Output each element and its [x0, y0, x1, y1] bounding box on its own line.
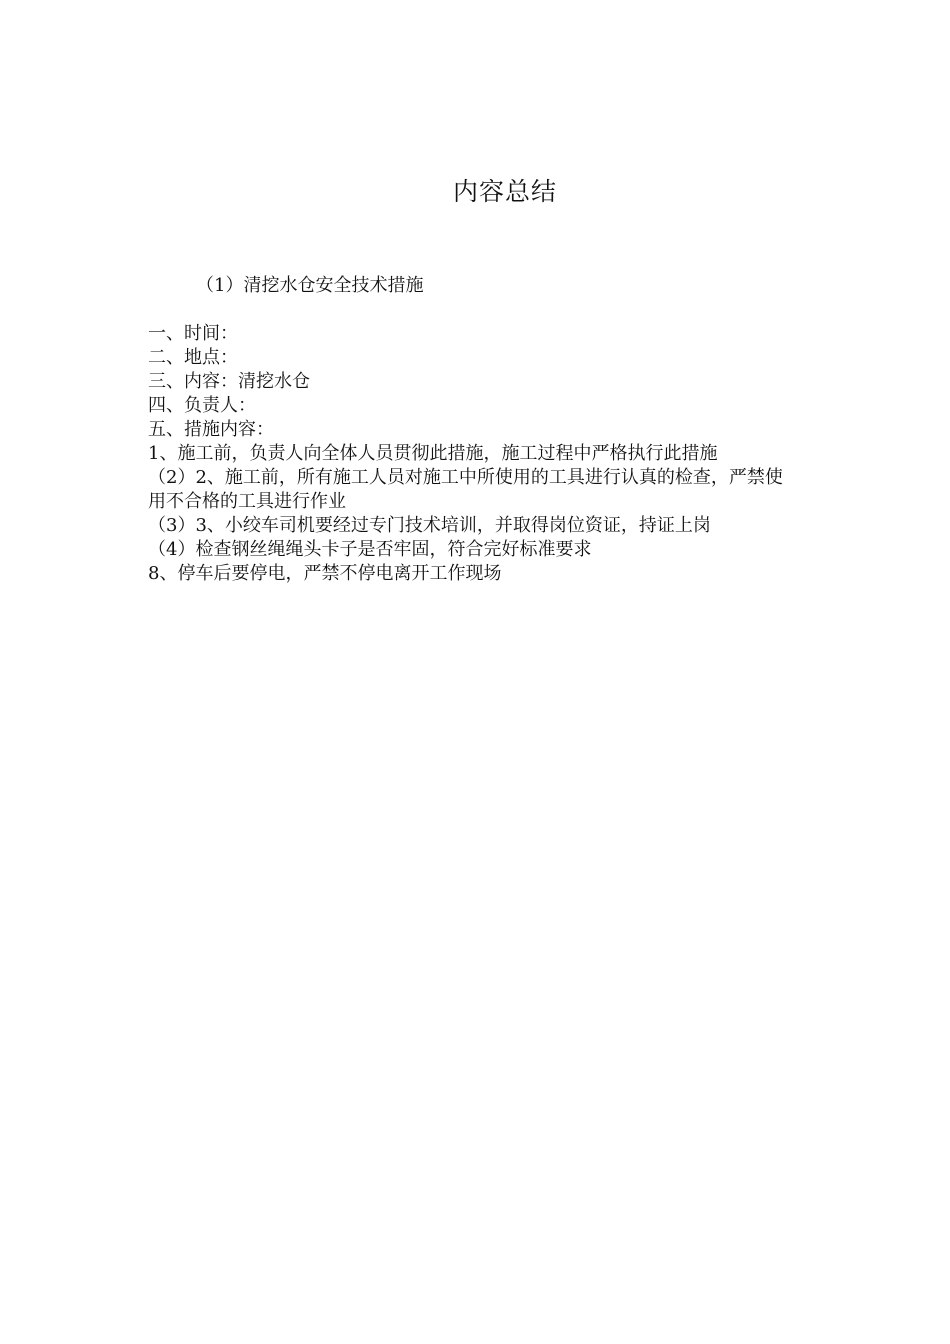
measure-8: 8、停车后要停电，严禁不停电离开工作现场: [148, 563, 502, 584]
document-body: [148, 322, 798, 586]
item-content: 三、内容：清挖水仓: [148, 371, 310, 392]
measure-4: （4）检查钢丝绳绳头卡子是否牢固，符合完好标准要求: [148, 539, 592, 560]
item-measures-heading: 五、措施内容：: [148, 419, 274, 440]
measure-2: （2）2、施工前，所有施工人员对施工中所使用的工具进行认真的检查，严禁使用不合格的工具进行作业: [148, 467, 783, 512]
item-responsible-person: 四、负责人：: [148, 395, 256, 416]
section-heading: （1）清挖水仓安全技术措施: [196, 275, 424, 296]
item-time: 一、时间：: [148, 323, 238, 344]
document-title: 内容总结: [452, 177, 557, 206]
measure-1: 1、施工前，负责人向全体人员贯彻此措施，施工过程中严格执行此措施: [148, 443, 718, 464]
measure-3: （3）3、小绞车司机要经过专门技术培训，并取得岗位资证，持证上岗: [148, 515, 711, 536]
item-location: 二、地点：: [148, 347, 238, 368]
